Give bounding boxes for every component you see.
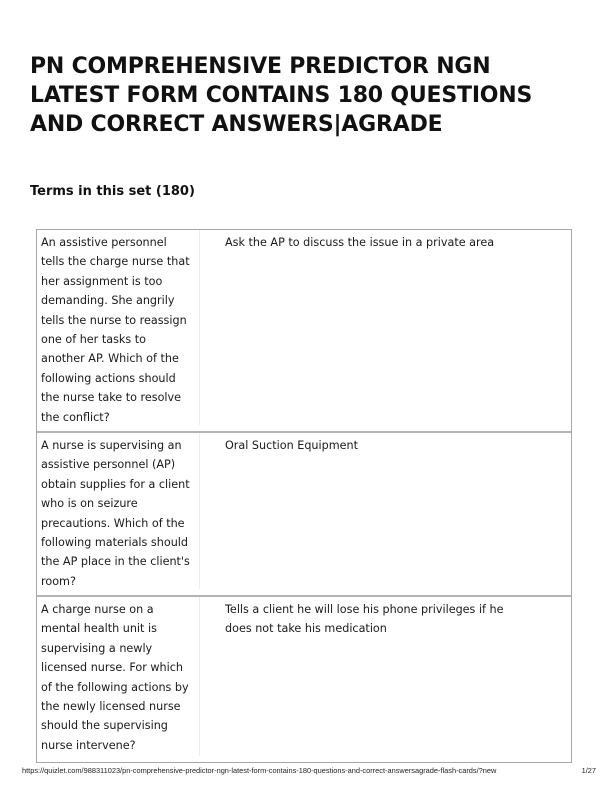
flashcard-term: A charge nurse on a mental health unit is supervising a newly licensed nurse. For which of the following actions by the newly licensed nurse should the supervising nurse intervene? — [41, 603, 189, 752]
flashcard-definition: Oral Suction Equipment — [225, 439, 358, 452]
print-url: https://quizlet.com/988311023/pn-comprehensive-predictor-ngn-latest-form-contains-180-questions-and-correct-answersagrade-flash-cards/?new — [22, 766, 497, 775]
column-divider — [199, 230, 200, 425]
flashcard-row — [37, 230, 571, 433]
flashcard-definition: Ask the AP to discuss the issue in a private area — [225, 236, 495, 249]
flashcard-term: An assistive personnel tells the charge nurse that her assignment is too demanding. She angrily tells the nurse to reassign one of her tasks to another AP. Which of the following actions should the nurse take to resolve the conflict? — [41, 236, 190, 424]
flashcard-row — [37, 597, 571, 762]
flashcard-definition: Tells a client he will lose his phone privileges if he does not take his medication — [225, 603, 504, 636]
flashcard-term: A nurse is supervising an assistive personnel (AP) obtain supplies for a client who is on seizure precautions. Which of the following materials should the AP place in the client's room? — [41, 439, 190, 588]
page-number: 1/27 — [581, 766, 596, 775]
column-divider — [199, 597, 200, 756]
flashcard-table — [36, 229, 572, 763]
terms-heading: Terms in this set (180) — [30, 184, 195, 199]
document-title: PN COMPREHENSIVE PREDICTOR NGN LATEST FORM CONTAINS 180 QUESTIONS AND CORRECT ANSWERS|AGRADE — [30, 54, 533, 137]
column-divider — [199, 433, 200, 589]
flashcard-row — [37, 433, 571, 597]
